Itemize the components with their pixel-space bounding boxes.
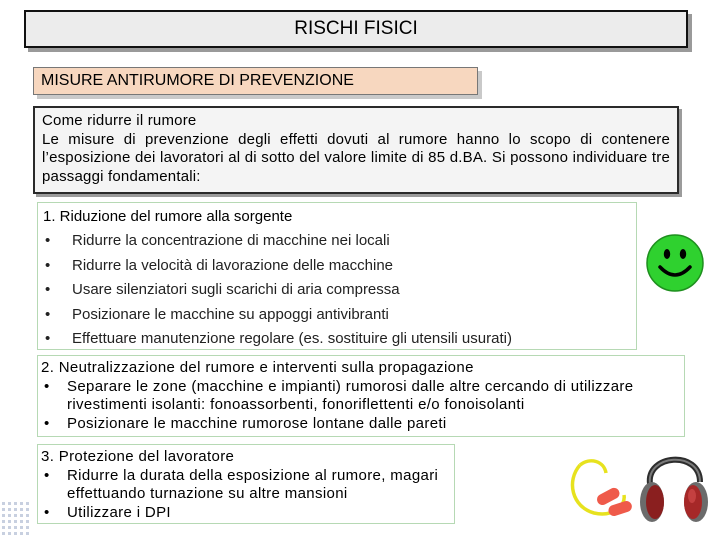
section3-heading: 3. Protezione del lavoratore [41, 448, 235, 465]
intro-heading: Come ridurre il rumore [42, 112, 197, 129]
bullet: • [44, 414, 50, 432]
subtitle-text: MISURE ANTIRUMORE DI PREVENZIONE [41, 72, 354, 89]
list-item-text: Utilizzare i DPI [67, 503, 171, 521]
bullet: • [45, 232, 51, 249]
bullet: • [44, 466, 50, 484]
list-item [43, 231, 631, 250]
list-item-text: Posizionare le macchine su appoggi antivibranti [72, 305, 389, 323]
smiley-face-icon [645, 233, 705, 293]
intro-body: Le misure di prevenzione degli effetti dovuti al rumore hanno lo scopo di contenere l’esposizione dei lavoratori al di sotto del valore limite di 85 d.BA. Si possono individuare tre passaggi fondamentali: [42, 130, 670, 185]
list-item [43, 280, 631, 299]
bullet: • [44, 503, 50, 521]
bullet: • [45, 305, 51, 323]
list-item [41, 415, 681, 434]
list-item [41, 504, 451, 523]
list-item-text: Usare silenziatori sugli scarichi di aria compressa [72, 281, 400, 298]
list-item-text: Effettuare manutenzione regolare (es. sostituire gli utensili usurati) [72, 330, 512, 347]
earplugs-icon [566, 455, 638, 525]
list-item-text: Ridurre la velocità di lavorazione delle macchine [72, 256, 393, 274]
earmuffs-icon [636, 448, 712, 530]
bullet: • [45, 330, 51, 347]
section1-heading: 1. Riduzione del rumore alla sorgente [43, 208, 293, 225]
list-item-text: Posizionare le macchine rumorose lontane dalle pareti [67, 414, 447, 432]
page-title-text: RISCHI FISICI [294, 18, 418, 39]
bullet: • [44, 377, 50, 395]
page-title [24, 10, 688, 48]
list-item [43, 329, 631, 348]
list-item-text: Ridurre la durata della esposizione al rumore, magari effettuando turnazione su altre mansioni [67, 466, 439, 502]
intro-box [33, 106, 679, 194]
dot-pattern-decoration [0, 498, 40, 540]
bullet: • [45, 281, 51, 298]
section-subtitle [33, 67, 478, 95]
section2-heading: 2. Neutralizzazione del rumore e interventi sulla propagazione [41, 359, 474, 376]
section-propagation [37, 355, 685, 437]
list-item [43, 305, 631, 324]
section-source-reduction [37, 202, 637, 350]
list-item-text: Separare le zone (macchine e impianti) rumorosi dalle altre cercando di utilizzare rivestimenti isolanti: fonoassorbenti, fonoriflettenti e/o fonoisolanti [67, 377, 634, 413]
section-worker-protection [37, 444, 455, 524]
list-item [41, 378, 681, 415]
list-item [41, 467, 451, 504]
list-item [43, 256, 631, 275]
list-item-text: Ridurre la concentrazione di macchine nei locali [72, 232, 390, 249]
bullet: • [45, 256, 51, 274]
